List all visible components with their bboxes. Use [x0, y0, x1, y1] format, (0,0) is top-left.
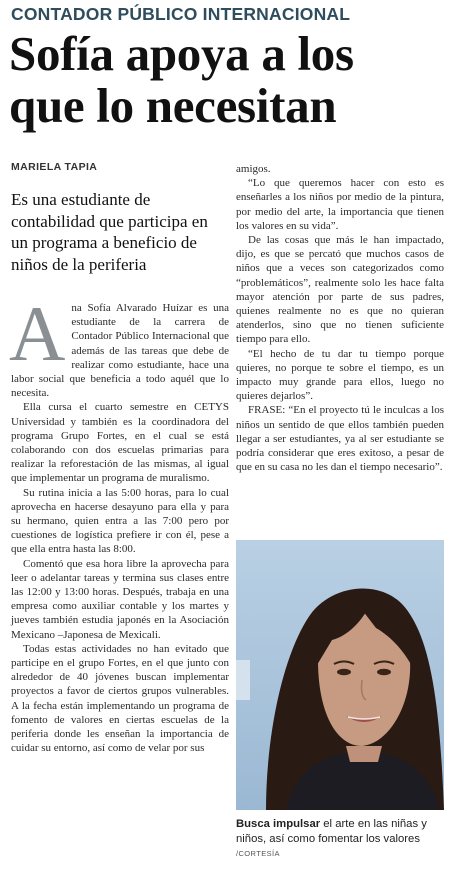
- paragraph: Todas estas actividades no han evitado que participe en el grupo Fortes, en el que junto con alrededor de 40 jóvenes buscan implementar proyectos a favor de ciertos grupos vulnerables. A la fecha están implementando un programa de fomento de valores en ciertas escuelas de la periferia donde les enseñan la importancia de cuidar su entorno, así como de velar por sus: [11, 642, 229, 755]
- article-column-1: [9, 290, 229, 756]
- section-kicker: CONTADOR PÚBLICO INTERNACIONAL: [11, 4, 351, 24]
- headline-line-1: Sofía apoya a los: [9, 26, 354, 81]
- paragraph: Ana Sofía Alvarado Huízar es una estudiante de la carrera de Contador Público Internacional que además de las tareas que debe de realizar como estudiante, hace una labor social que beneficia a todo aquél que lo necesita.: [9, 290, 229, 400]
- caption-lead: Busca impulsar: [236, 818, 321, 830]
- paragraph: De las cosas que más le han impactado, dijo, es que se percató que muchos casos de niños que a veces son categorizados como “problemáticos”, realmente solo les hace falta mayor atención por parte de sus padres, quienes realmente no es que no quieran atenderlos, sino que no tienen suficiente tiempo para ello.: [236, 234, 444, 346]
- paragraph: “Lo que queremos hacer con esto es enseñarles a los niños por medio de la pintura, por medio del arte, la importancia que tienen los valores en su vida”.: [236, 177, 444, 232]
- paragraph: Su rutina inicia a las 5:00 horas, para lo cual aprovecha en hacerse desayuno para ella y para su hermano, quien entra a las 7:00 pero por cuestiones de logística prefiere ir con él, pese a que ella entra hasta las 8:00.: [11, 486, 229, 556]
- paragraph: Comentó que esa hora libre la aprovecha para leer o adelantar tareas y termina sus clases entre las 12:00 y 13:00 horas. Después, trabaja en una empresa como auxiliar contable y los martes y jueves también estudia japonés en la Asociación Mexicano –Japonesa de Mexicali.: [11, 557, 229, 641]
- headline: [9, 28, 451, 132]
- headline-line-2: que lo necesitan: [9, 78, 337, 133]
- paragraph: FRASE: “En el proyecto tú le inculcas a los niños un sentido de que ellos también pueden llegar a ser estudiantes, ya al ser estudiante se podría considerar que eres exitoso, a pesar de que en su casa no les dan el tiempo necesario”.: [236, 404, 444, 474]
- paragraph: amigos.: [236, 163, 271, 175]
- portrait-illustration: [236, 540, 444, 810]
- photo-caption: [236, 817, 448, 862]
- caption-text: el arte en las niñas y niños, así como fomentar los valores: [236, 818, 427, 845]
- article-deck: Es una estudiante de contabilidad que participa en un programa a beneficio de niños de la periferia: [11, 190, 208, 274]
- byline: MARIELA TAPIA: [11, 161, 98, 173]
- photo-credit: /CORTESÍA: [236, 849, 280, 858]
- paragraph: “El hecho de tu dar tu tiempo porque quieres, no porque te sobre el tiempo, es un impacto muy grande para ellos, luego no quieres dejarlos”.: [236, 347, 444, 403]
- drop-cap: A: [9, 290, 66, 377]
- article-column-2: [236, 162, 444, 474]
- portrait-photo: [236, 540, 444, 810]
- paragraph: Ella cursa el cuarto semestre en CETYS Universidad y también es la coordinadora del programa Grupo Fortes, en el cual se está colaborando con dos escuelas primarias para realizar la reforestación de las mismas, al igual que implementar un programa de muralismo.: [11, 401, 229, 485]
